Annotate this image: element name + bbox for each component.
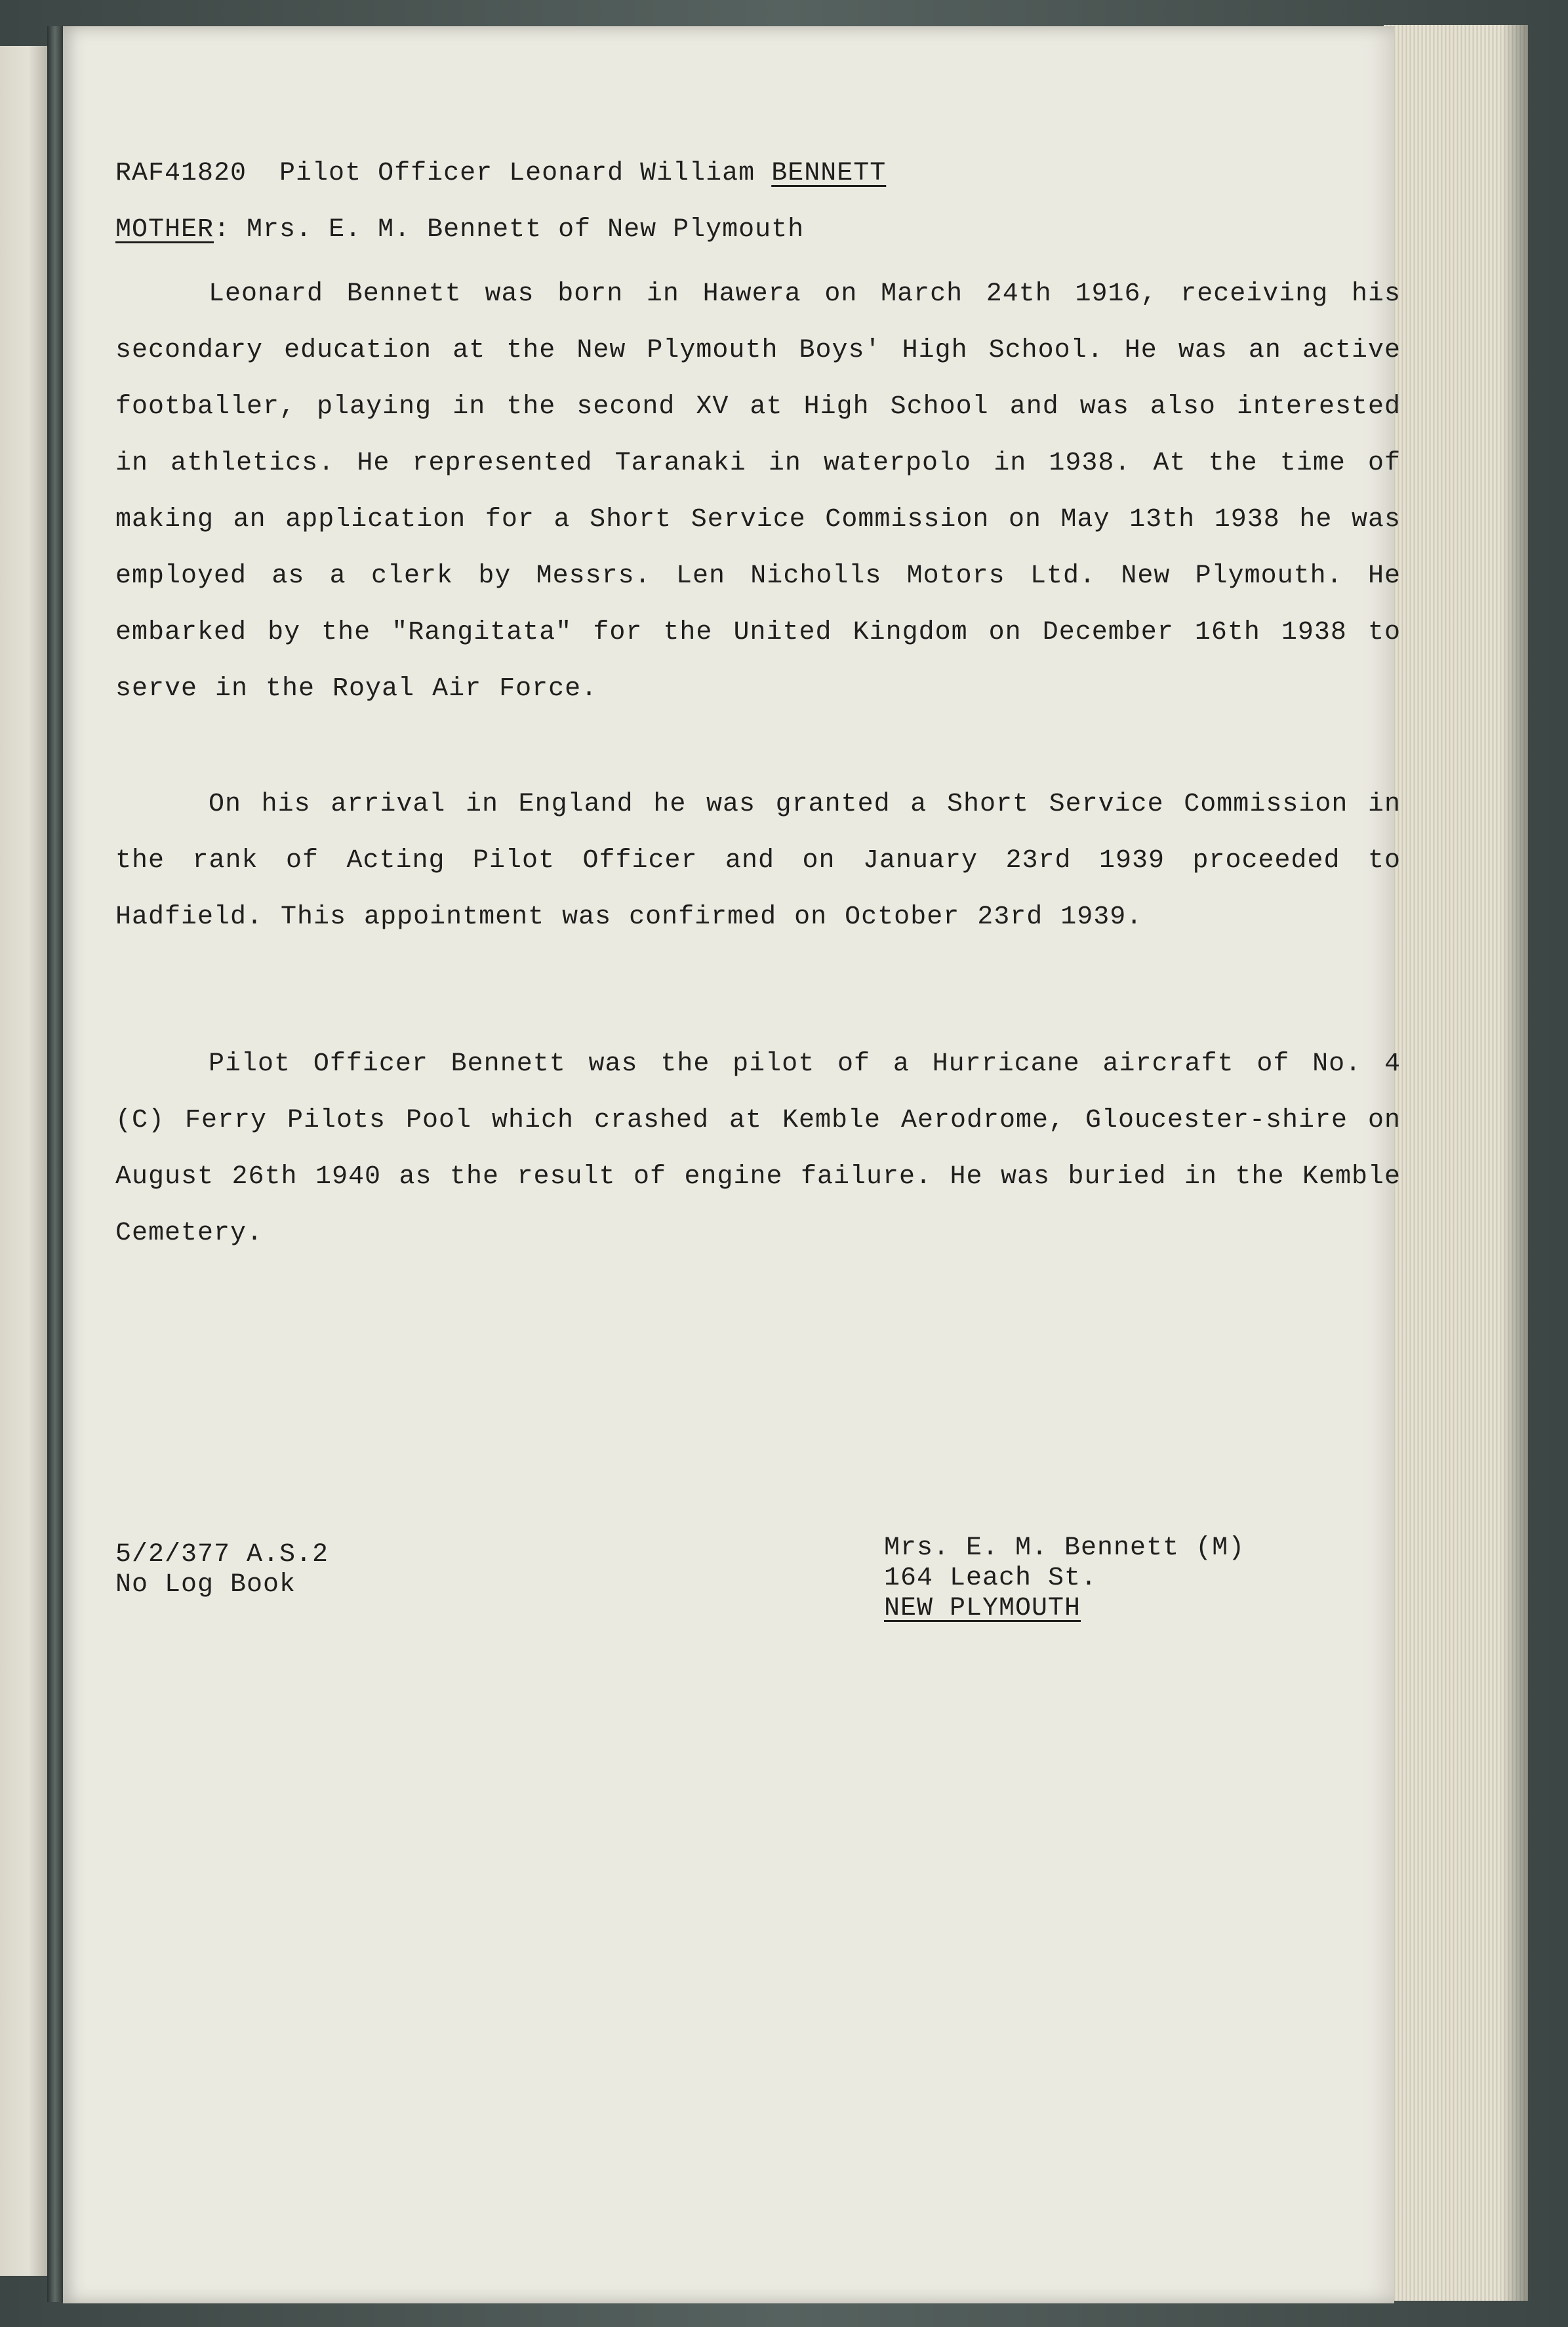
- paragraph-text: Leonard Bennett was born in Hawera on March 24th 1916, receiving his secondary education at the New Plymouth Boys' High School. He was an active footballer, playing in the second XV at High School and was also interested in athletics. He represented Taranaki in waterpolo in 1938. At the time of making an application for a Short Service Commission on May 13th 1938 he was employed as a clerk by Messrs. Len Nicholls Motors Ltd. New Plymouth. He embarked by the "Rangitata" for the United Kingdom on December 16th 1938 to serve in the Royal Air Force.: [115, 279, 1401, 704]
- next-of-kin-label: MOTHER: [115, 215, 214, 245]
- paragraph-death: [115, 1036, 1401, 1262]
- address-street: 164 Leach St.: [884, 1564, 1098, 1593]
- log-book-note: No Log Book: [115, 1570, 296, 1600]
- surname: BENNETT: [771, 159, 887, 188]
- document-page: [63, 26, 1401, 2303]
- file-reference: 5/2/377 A.S.2: [115, 1540, 329, 1569]
- page-stack-edges: [1384, 25, 1528, 2301]
- footer-address-block: [884, 1533, 1245, 1624]
- paragraph-text: Pilot Officer Bennett was the pilot of a Hurricane aircraft of No. 4 (C) Ferry Pilots Pool which crashed at Kemble Aerodrome, Gloucester-shire on August 26th 1940 as the result of engine failure. He was buried in the Kemble Cemetery.: [115, 1049, 1401, 1248]
- facing-page-edge: [0, 46, 47, 2276]
- service-number: RAF41820: [115, 159, 247, 188]
- addressee-name: Mrs. E. M. Bennett (M): [884, 1533, 1245, 1563]
- paragraph-text: On his arrival in England he was granted a Short Service Commission in the rank of Acting Pilot Officer and on January 23rd 1939 proceeded to Hadfield. This appointment was confirmed on October 23rd 1939.: [115, 790, 1401, 932]
- paragraph-biography: [115, 266, 1401, 718]
- next-of-kin-line: MOTHER: Mrs. E. M. Bennett of New Plymouth: [115, 215, 805, 245]
- rank-and-name: Pilot Officer Leonard William: [279, 159, 755, 188]
- book-spine-gutter: [47, 26, 64, 2302]
- address-town: NEW PLYMOUTH: [884, 1594, 1081, 1623]
- footer-reference-block: [115, 1540, 329, 1600]
- header-line: [115, 159, 886, 188]
- next-of-kin-value: Mrs. E. M. Bennett of New Plymouth: [247, 215, 805, 245]
- paragraph-commission: [115, 777, 1401, 946]
